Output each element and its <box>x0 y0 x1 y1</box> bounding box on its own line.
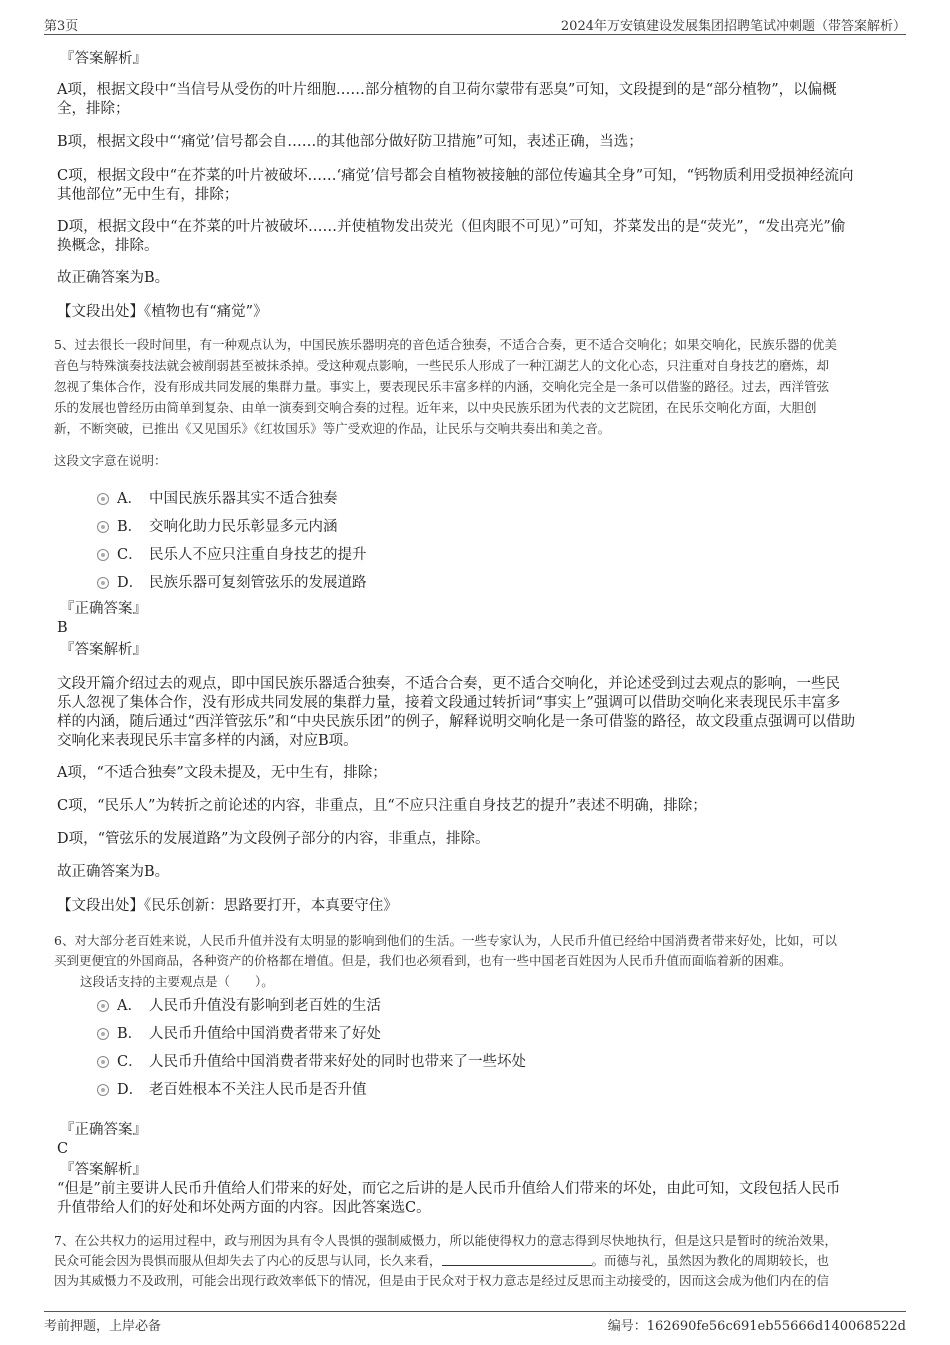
q6-analysis-label: 『答案解析』 <box>60 1162 147 1178</box>
q5-option-b[interactable]: B． 交响化助力民乐彰显多元内涵 <box>97 515 338 536</box>
q4-analysis-c-line1: C项，根据文段中“在芥菜的叶片被破坏……‘痛觉’信号都会自植物被接触的部位传遍其全身”可知，“钙物质利用受损神经流向 <box>57 168 854 184</box>
radio-icon[interactable] <box>97 577 109 589</box>
q7-passage-line1: 7、在公共权力的运用过程中，政与刑因为具有令人畏惧的强制威慑力，所以能使得权力的意志得到尽快地执行，但是这只是暂时的统治效果， <box>54 1233 837 1248</box>
q5-explanation-line1: 文段开篇介绍过去的观点，即中国民族乐器适合独奏，不适合合奏，更不适合交响化，并论述受到过去观点的影响，一些民 <box>57 676 840 692</box>
q6-explanation-line2: 升值带给人们的好处和坏处两方面的内容。因此答案选C。 <box>57 1200 431 1216</box>
q5-correct-answer: B <box>57 620 68 636</box>
q6-option-b[interactable]: B． 人民币升值给中国消费者带来了好处 <box>97 1022 381 1043</box>
footer-slogan: 考前押题，上岸必备 <box>44 1319 162 1334</box>
q4-source: 【文段出处】《植物也有“痛觉”》 <box>57 304 268 320</box>
q5-explanation-line3: 样的内涵，随后通过“西洋管弦乐”和“中央民族乐团”的例子，解释说明交响化是一条可借鉴的路径，故文段重点强调可以借助 <box>57 714 856 730</box>
q4-analysis-a-line2: 全，排除； <box>57 101 130 117</box>
radio-icon[interactable] <box>97 549 109 561</box>
q5-passage-line1: 5、过去很长一段时间里，有一种观点认为，中国民族乐器明亮的音色适合独奏，不适合合奏，更不适合交响化；如果交响化，民族乐器的优美 <box>54 337 837 352</box>
radio-icon[interactable] <box>97 493 109 505</box>
q5-passage-line4: 乐的发展也曾经历由简单到复杂、由单一演奏到交响合奏的过程。近年来，以中央民族乐团为代表的文艺院团，在民乐交响化方面，大胆创 <box>54 400 817 415</box>
q5-analysis-c: C项，“民乐人”为转折之前论述的内容，非重点，且“不应只注重自身技艺的提升”表述不明确，排除； <box>57 798 707 814</box>
radio-icon[interactable] <box>97 521 109 533</box>
q6-explanation-line1: “但是”前主要讲人民币升值给人们带来的好处，而它之后讲的是人民币升值给人们带来的坏处，由此可知，文段包括人民币 <box>57 1181 841 1197</box>
q4-analysis-d-line1: D项，根据文段中“在芥菜的叶片被破坏……并使植物发出荧光（但肉眼不可见）”可知，芥菜发出的是“荧光”，“发出亮光”偷 <box>57 219 846 235</box>
q6-correct-answer: C <box>57 1141 69 1157</box>
radio-icon[interactable] <box>97 1028 109 1040</box>
q4-analysis-c-line2: 其他部位”无中生有，排除； <box>57 187 239 203</box>
q5-analysis-label: 『答案解析』 <box>60 642 147 658</box>
q6-option-c[interactable]: C． 人民币升值给中国消费者带来好处的同时也带来了一些坏处 <box>97 1050 526 1071</box>
q7-passage-line2: 民众可能会因为畏惧而服从但却失去了内心的反思与认同，长久来看， 。而德与礼，虽然因为教化的周期较长，也 <box>54 1253 830 1268</box>
q5-source: 【文段出处】《民乐创新：思路要打开，本真要守住》 <box>57 898 398 914</box>
q5-analysis-d: D项，“管弦乐的发展道路”为文段例子部分的内容，非重点，排除。 <box>57 831 490 847</box>
q5-passage-line3: 忽视了集体合作，没有形成共同发展的集群力量。事实上，要表现民乐丰富多样的内涵，交响化完全是一条可以借鉴的路径。过去，西洋管弦 <box>54 379 830 394</box>
fill-in-blank[interactable] <box>442 1253 592 1266</box>
q4-analysis-label: 『答案解析』 <box>60 51 147 67</box>
q6-passage-line1: 6、对大部分老百姓来说，人民币升值并没有太明显的影响到他们的生活。一些专家认为，人民币升值已经给中国消费者带来好处，比如，可以 <box>54 933 837 948</box>
page-number: 第3页 <box>44 19 79 34</box>
q4-analysis-a-line1: A项，根据文段中“当信号从受伤的叶片细胞……部分植物的自卫荷尔蒙带有恶臭”可知，文段提到的是“部分植物”，以偏概 <box>57 82 837 98</box>
q4-analysis-d-line2: 换概念，排除。 <box>57 238 159 254</box>
q5-option-c[interactable]: C． 民乐人不应只注重自身技艺的提升 <box>97 543 367 564</box>
q5-passage-line2: 音色与特殊演奏技法就会被削弱甚至被抹杀掉。受这种观点影响，一些民乐人形成了一种江湖艺人的文化心态，只注重对自身技艺的磨炼，却 <box>54 358 830 373</box>
q6-option-d[interactable]: D． 老百姓根本不关注人民币是否升值 <box>97 1078 367 1099</box>
q6-passage-line2: 买到更便宜的外国商品，各种资产的价格都在增值。但是，我们也必须看到，也有一些中国老百姓因为人民币升值而面临着新的困难。 <box>54 953 792 968</box>
q5-passage-line5: 新，不断突破，已推出《又见国乐》《红妆国乐》等广受欢迎的作品，让民乐与交响共奏出和美之音。 <box>54 421 611 436</box>
q5-option-d[interactable]: D． 民族乐器可复刻管弦乐的发展道路 <box>97 571 367 592</box>
q6-correct-label: 『正确答案』 <box>60 1122 147 1138</box>
document-title: 2024年万安镇建设发展集团招聘笔试冲刺题（带答案解析） <box>560 19 906 34</box>
document-id: 编号：162690fe56c691eb55666d140068522d <box>607 1319 906 1334</box>
q5-analysis-a: A项，“不适合独奏”文段未提及，无中生有，排除； <box>57 765 387 781</box>
radio-icon[interactable] <box>97 1056 109 1068</box>
q5-final-answer: 故正确答案为B。 <box>57 864 170 880</box>
radio-icon[interactable] <box>97 1084 109 1096</box>
q5-explanation-line4: 交响化来表现民乐丰富多样的内涵，对应B项。 <box>57 733 358 749</box>
q5-option-a[interactable]: A． 中国民族乐器其实不适合独奏 <box>97 487 338 508</box>
q5-correct-label: 『正确答案』 <box>60 601 147 617</box>
q4-analysis-b: B项，根据文段中“‘痛觉’信号都会自……的其他部分做好防卫措施”可知，表述正确，当选； <box>57 134 643 150</box>
page-header <box>44 14 906 35</box>
radio-icon[interactable] <box>97 1000 109 1012</box>
q4-final-answer: 故正确答案为B。 <box>57 270 170 286</box>
q6-option-a[interactable]: A． 人民币升值没有影响到老百姓的生活 <box>97 994 381 1015</box>
q6-question: 这段话支持的主要观点是（ ）。 <box>80 974 274 989</box>
q5-explanation-line2: 乐人忽视了集体合作，没有形成共同发展的集群力量，接着文段通过转折词“事实上”强调可以借助交响化来表现民乐丰富多 <box>57 695 841 711</box>
page-footer <box>44 1311 906 1332</box>
q5-question: 这段文字意在说明： <box>54 453 167 468</box>
q7-passage-line3: 因为其威慑力不及政刑，可能会出现行政效率低下的情况，但是由于民众对于权力意志是经过反思而主动接受的，因而这会成为他们内在的信 <box>54 1273 830 1288</box>
